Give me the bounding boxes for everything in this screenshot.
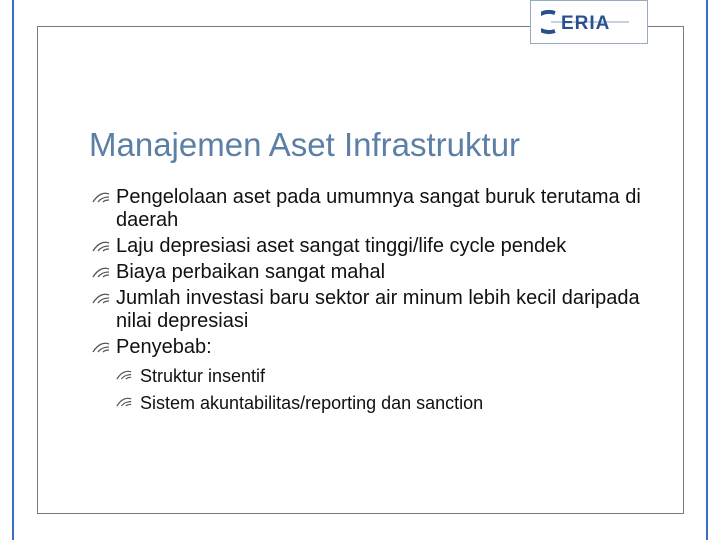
bullet-list <box>92 186 672 419</box>
bullet-text: Laju depresiasi aset sangat tinggi/life cycle pendek <box>116 235 567 257</box>
eria-logo-icon <box>541 5 637 39</box>
eria-logo <box>530 0 648 44</box>
sub-bullet-text: Sistem akuntabilitas/reporting dan sanction <box>140 393 484 413</box>
bullet-swoosh-icon <box>116 370 132 381</box>
bullet-swoosh-icon <box>92 192 110 204</box>
list-item <box>92 287 672 333</box>
list-item <box>92 235 672 258</box>
bullet-text: Penyebab: <box>116 336 212 358</box>
list-item <box>92 261 672 284</box>
bullet-swoosh-icon <box>116 397 132 408</box>
bullet-swoosh-icon <box>92 342 110 354</box>
bullet-text: Jumlah investasi baru sektor air minum lebih kecil daripada nilai depresiasi <box>116 287 640 332</box>
list-item <box>92 186 672 232</box>
list-item <box>116 392 672 414</box>
slide-title: Manajemen Aset Infrastruktur <box>89 126 521 163</box>
bullet-swoosh-icon <box>92 293 110 305</box>
bullet-swoosh-icon <box>92 241 110 253</box>
sub-bullet-text: Struktur insentif <box>140 366 266 386</box>
list-item <box>116 365 672 387</box>
bullet-text: Pengelolaan aset pada umumnya sangat buruk terutama di daerah <box>116 186 641 231</box>
eria-logo-text: ERIA <box>561 13 611 34</box>
bullet-text: Biaya perbaikan sangat mahal <box>116 261 386 283</box>
bullet-swoosh-icon <box>92 267 110 279</box>
list-item <box>92 336 672 359</box>
